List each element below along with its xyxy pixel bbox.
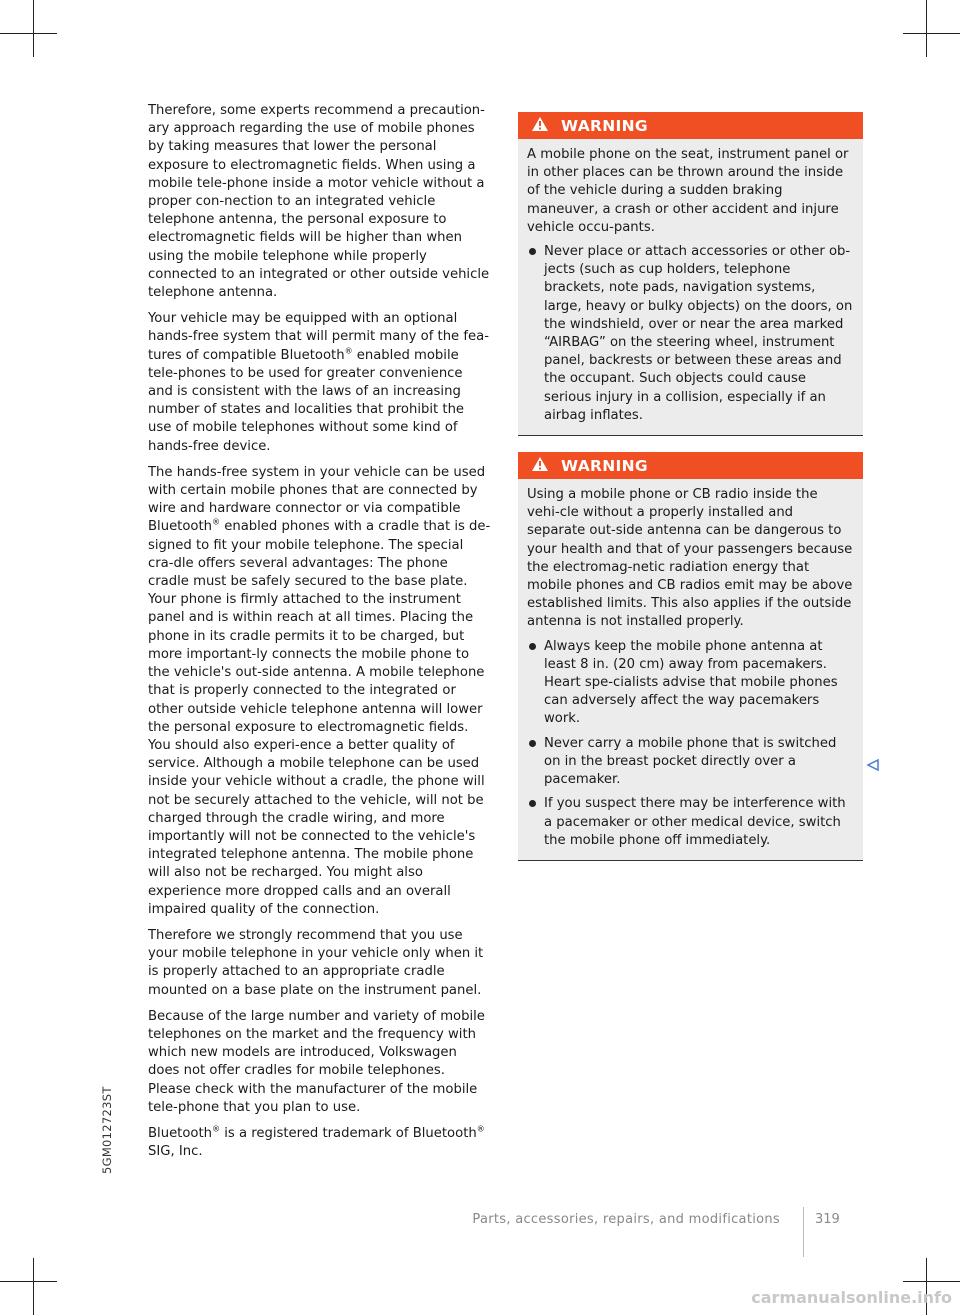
- list-item: [527, 735, 854, 790]
- warning-title: WARNING: [561, 116, 648, 135]
- text-span: Bluetooth: [148, 1125, 213, 1141]
- warning-box: [518, 112, 863, 436]
- list-item: [527, 795, 854, 850]
- list-item-text: Never place or attach accessories or other ob-jects (such as cup holders, telephone brackets, note pads, navigation systems, large, heavy or bulky objects) on the doors, on the windshield, over or near the area marked “AIRBAG” on the steering wheel, instrument panel, backrests or between these areas and the occupant. Such objects could cause serious injury in a collision, especially if an airbag inflates.: [544, 244, 853, 423]
- crop-mark: [33, 1258, 34, 1315]
- warning-header: [518, 452, 863, 479]
- text-span: enabled phones with a cradle that is de-signed to fit your mobile telephone. The special cra-dle offers several advantages: The phone cradle must be safely secured to the base plate. Your phone is firmly attached to the instrument panel and is within reach at all times. Placing the phone in its cradle permits it to be charged, but more important-ly connects the mobile phone to the vehicle's out-side antenna. A mobile telephone that is properly connected to the integrated or other outside vehicle telephone antenna will lower the personal exposure to electromagnetic fields. You should also experi-ence a better quality of service. Although a mobile telephone can be used inside your vehicle without a cradle, the phone will not be securely attached to the vehicle, will not be charged through the cradle wiring, and more importantly will not be connected to the vehicle's integrated telephone antenna. The mobile phone will also not be recharged. You might also experience more dropped calls and an overall impaired quality of the connection.: [148, 519, 491, 917]
- text-span: is a registered trademark of Bluetooth: [220, 1125, 477, 1141]
- footer-section-title: Parts, accessories, repairs, and modifications: [472, 1212, 780, 1227]
- paragraph: [148, 464, 491, 919]
- text-span: SIG, Inc.: [148, 1144, 203, 1160]
- registered-mark: ®: [212, 518, 221, 528]
- paragraph: Because of the large number and variety of mobile telephones on the market and the frequency with which new models are introduced, Volkswagen does not offer cradles for mobile telephones. Please check with the manufacturer of the mobile tele-phone that you plan to use.: [148, 1008, 485, 1115]
- crop-mark: [903, 33, 960, 34]
- paragraph: [148, 1125, 491, 1161]
- warning-box: [518, 452, 863, 861]
- left-column: [148, 102, 491, 1169]
- right-column: [518, 112, 863, 877]
- end-triangle-icon: [866, 757, 880, 776]
- list-item: [527, 638, 854, 729]
- bullet-icon: [529, 800, 536, 807]
- crop-mark: [926, 0, 927, 57]
- warning-body: [518, 479, 863, 860]
- warning-intro: Using a mobile phone or CB radio inside the vehi-cle without a properly installed and separate out-side antenna can be dangerous to your health and that of your passengers because the electromag-netic radiation energy that mobile phones and CB radios emit may be above established limits. This also applies if the outside antenna is not installed properly.: [527, 487, 853, 630]
- warning-list: [527, 638, 854, 850]
- warning-body: [518, 139, 863, 435]
- bullet-icon: [529, 740, 536, 747]
- list-item-text: Never carry a mobile phone that is switched on in the breast pocket directly over a pacemaker.: [544, 735, 837, 788]
- footer-divider: [803, 1207, 804, 1257]
- registered-mark: ®: [344, 346, 353, 356]
- document-code: 5GM012723ST: [100, 1086, 114, 1174]
- warning-title: WARNING: [561, 456, 648, 475]
- text-span: The hands-free system in your vehicle can be used with certain mobile phones that are connected by wire and hardware connector or via compatible Bluetooth: [148, 464, 486, 535]
- paragraph: Therefore, some experts recommend a precaution-ary approach regarding the use of mobile phones by taking measures that lower the personal exposure to electromagnetic fields. When using a mobile tele-phone inside a motor vehicle without a proper con-nection to an integrated vehicle telephone antenna, the personal exposure to electromagnetic fields will be higher than when using the mobile telephone while properly connected to an integrated or other outside vehicle telephone antenna.: [148, 103, 490, 301]
- watermark: carmanualsonline.info: [751, 1288, 952, 1307]
- crop-mark: [0, 33, 57, 34]
- registered-mark: ®: [476, 1124, 485, 1134]
- warning-triangle-icon: [531, 116, 549, 136]
- crop-mark: [903, 1281, 960, 1282]
- text-span: Your vehicle may be equipped with an optional hands-free system that will permit many of the fea-tures of compatible Bluetooth: [148, 311, 489, 363]
- warning-intro: A mobile phone on the seat, instrument panel or in other places can be thrown around the inside of the vehicle during a sudden braking maneuver, a crash or other accident and injure vehicle occu-pants.: [527, 147, 849, 235]
- bullet-icon: [529, 248, 536, 255]
- bullet-icon: [529, 643, 536, 650]
- paragraph: Therefore we strongly recommend that you use your mobile telephone in your vehicle only when it is properly attached to an appropriate cradle mounted on a base plate on the instrument panel.: [148, 927, 484, 998]
- list-item-text: Always keep the mobile phone antenna at least 8 in. (20 cm) away from pacemakers. Heart spe-cialists advise that mobile phones can adversely affect the way pacemakers work.: [544, 638, 838, 727]
- crop-mark: [33, 0, 34, 57]
- list-item: [527, 243, 854, 425]
- crop-mark: [0, 1281, 57, 1282]
- paragraph: [148, 310, 491, 456]
- warning-triangle-icon: [531, 456, 549, 476]
- registered-mark: ®: [212, 1124, 221, 1134]
- warning-list: [527, 243, 854, 425]
- text-span: enabled mobile tele-phones to be used for greater convenience and is consistent with the laws of an increasing number of states and localities that prohibit the use of mobile telephones without some kind of hands-free device.: [148, 347, 465, 454]
- warning-header: [518, 112, 863, 139]
- page-number: 319: [815, 1212, 840, 1227]
- list-item-text: If you suspect there may be interference with a pacemaker or other medical device, switch the mobile phone off immediately.: [544, 796, 846, 848]
